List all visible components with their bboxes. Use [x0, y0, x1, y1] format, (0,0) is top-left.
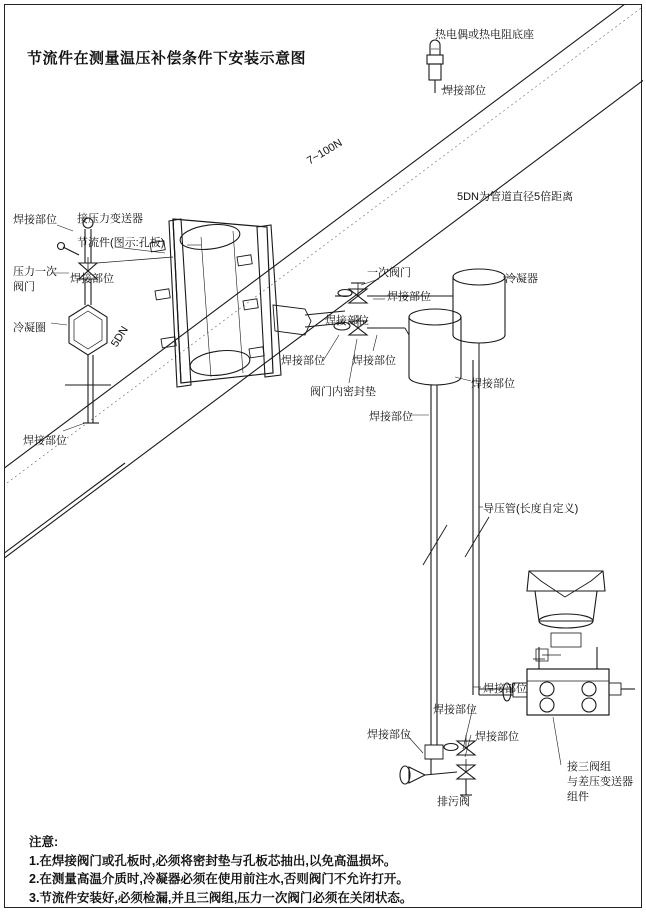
note-line-3: 3.节流件安装好,必须检漏,并且三阀组,压力一次阀门必须在关闭状态。 [29, 890, 413, 905]
callout-first-valve: 一次阀门 [367, 267, 411, 279]
callout-five-dn-note: 5DN为管道直径5倍距离 [457, 191, 574, 203]
callout-weld-14: 焊接部位 [475, 731, 519, 743]
diagram-frame [4, 4, 642, 908]
note-line-2: 2.在测量高温介质时,冷凝器必须在使用前注水,否则阀门不允许打开。 [29, 872, 409, 886]
callout-weld-4: 焊接部位 [23, 435, 67, 447]
callout-impulse-pipe: 导压管(长度自定义) [483, 503, 579, 515]
orifice-body [150, 219, 281, 387]
callout-blowdown-valve: 排污阀 [437, 796, 470, 808]
callout-primary-valve-2: 阀门 [13, 281, 35, 293]
callout-weld-9: 焊接部位 [471, 378, 515, 390]
pipe-lower-left [5, 463, 125, 560]
callout-weld-8: 焊接部位 [352, 355, 396, 367]
callout-primary-valve-1: 压力一次 [13, 266, 57, 278]
callout-weld-12: 焊接部位 [433, 704, 477, 716]
callout-condensate-coil: 冷凝圈 [13, 322, 46, 334]
diagram-drawing [5, 5, 643, 909]
callout-weld-6: 焊接部位 [325, 315, 369, 327]
callout-weld-13: 焊接部位 [367, 729, 411, 741]
notes-block [29, 833, 609, 907]
callout-weld-11: 焊接部位 [483, 683, 527, 695]
notes-heading: 注意: [29, 835, 59, 849]
callout-weld-10: 焊接部位 [369, 411, 413, 423]
callout-three-valve-group-2: 与差压变送器 [567, 776, 633, 788]
callout-thermocouple-base: 热电偶或热电阻底座 [435, 29, 534, 41]
callout-pressure-transmitter: 接压力变送器 [77, 213, 143, 225]
callout-condenser: 冷凝器 [505, 273, 538, 285]
callout-valve-inner-seal: 阀门内密封垫 [310, 386, 376, 398]
callout-weld-1: 焊接部位 [442, 85, 486, 97]
callout-weld-3: 焊接部位 [70, 273, 114, 285]
pressure-tap-left [58, 218, 98, 305]
page-title: 节流件在测量温压补偿条件下安装示意图 [27, 50, 307, 67]
callout-five-dn-on-pipe: 5DN [109, 324, 131, 350]
callout-weld-2: 焊接部位 [13, 214, 57, 226]
callout-three-valve-group-1: 接三阀组 [567, 761, 611, 773]
callout-weld-5: 焊接部位 [387, 291, 431, 303]
callout-weld-7: 焊接部位 [281, 355, 325, 367]
callout-orifice-plate: 节流件(图示:孔板) [77, 237, 165, 249]
callout-three-valve-group-3: 组件 [567, 791, 589, 803]
note-line-1: 1.在焊接阀门或孔板时,必须将密封垫与孔板芯抽出,以免高温损坏。 [29, 853, 397, 868]
thermocouple-base-icon [427, 40, 443, 93]
condensate-coil-icon [65, 305, 111, 423]
dp-transmitter [513, 571, 635, 715]
callout-pipe-length: 7~100N [305, 136, 345, 168]
